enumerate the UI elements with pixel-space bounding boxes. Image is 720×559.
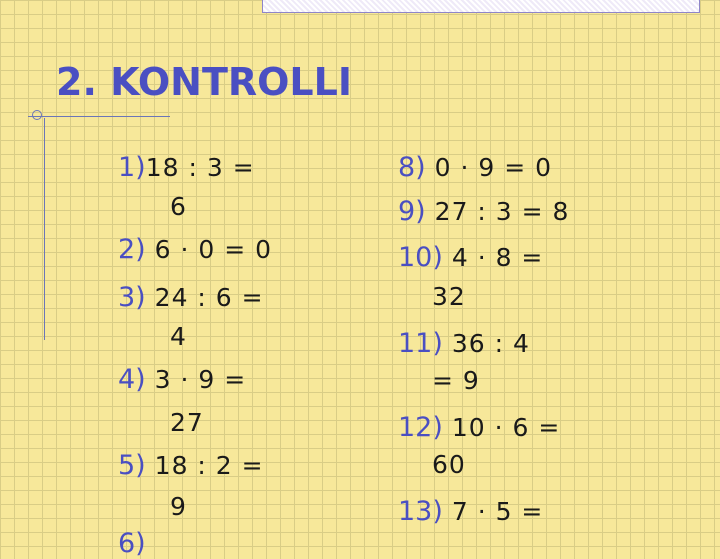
exercise-number: 4) [118, 364, 146, 395]
exercise-number: 5) [118, 450, 146, 481]
exercise-line [398, 196, 569, 227]
exercise-line [398, 328, 530, 359]
exercise-line [118, 364, 246, 395]
exercise-expression: 7 · 5 = [442, 497, 544, 526]
exercise-expression: 6 · 0 = 0 [145, 235, 273, 264]
exercise-number: 10) [398, 242, 443, 273]
exercise-expression: 36 : 4 [442, 329, 530, 358]
exercise-number: 6) [118, 528, 146, 559]
exercise-expression: 18 : 2 = [145, 451, 264, 480]
exercise-expression: 27 : 3 = 8 [425, 197, 570, 226]
exercise-number: 12) [398, 412, 443, 443]
exercise-number: 8) [398, 152, 426, 183]
exercise-expression: 24 : 6 = [145, 283, 264, 312]
vertical-rule [44, 118, 45, 340]
exercise-expression: 10 · 6 = [442, 413, 561, 442]
exercise-expression: 18 : 3 = [145, 153, 255, 182]
exercise-line [118, 282, 264, 313]
slide-title: 2. KONTROLLI [56, 60, 353, 104]
exercise-number: 2) [118, 234, 146, 265]
rule-circle-icon [32, 110, 42, 120]
exercise-number: 1) [118, 152, 146, 183]
exercise-expression: 4 · 8 = [442, 243, 544, 272]
exercise-number: 11) [398, 328, 443, 359]
exercise-continuation: = 9 [432, 366, 480, 395]
exercise-expression: 3 · 9 = [145, 365, 247, 394]
exercise-continuation: 4 [170, 322, 187, 351]
exercise-number: 13) [398, 496, 443, 527]
exercise-line [398, 152, 552, 183]
exercise-line [398, 412, 560, 443]
exercise-line [118, 450, 264, 481]
exercise-continuation: 32 [432, 282, 466, 311]
exercise-continuation: 27 [170, 408, 204, 437]
exercise-number: 9) [398, 196, 426, 227]
exercise-continuation: 60 [432, 450, 466, 479]
exercise-line [398, 242, 543, 273]
title-underline [28, 116, 170, 117]
exercise-expression: 0 · 9 = 0 [425, 153, 553, 182]
exercise-line [118, 152, 255, 183]
decorative-top-bar [262, 0, 700, 13]
exercise-line [398, 496, 543, 527]
exercise-line [118, 234, 272, 265]
exercise-line [118, 528, 146, 559]
exercise-continuation: 9 [170, 492, 187, 521]
exercise-number: 3) [118, 282, 146, 313]
exercise-continuation: 6 [170, 192, 187, 221]
